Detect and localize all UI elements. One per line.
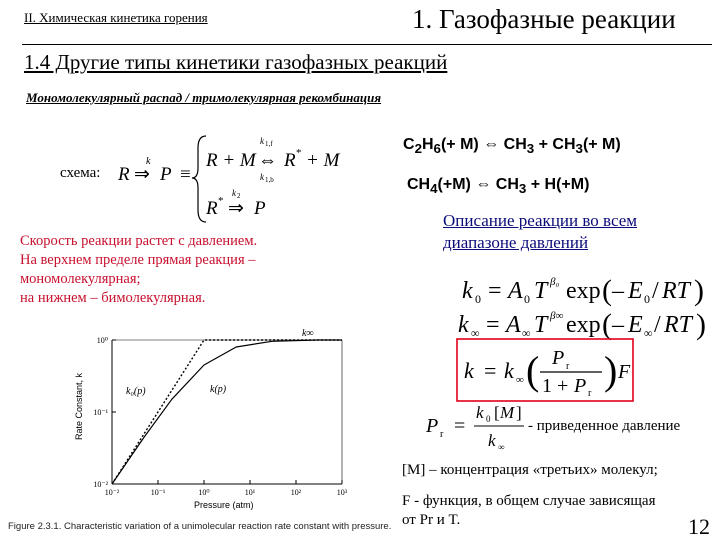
reaction-ethane: $C_2H_6(+ M)$ ⇔ $CH_3 + CH_3(+ M)$ [403,136,621,157]
svg-text:RT: RT [662,278,691,304]
svg-text:+ M: + M [306,150,340,171]
svg-text:k: k [488,431,496,450]
x-tick-label: 10¹ [244,488,256,497]
svg-text:/: / [654,312,661,338]
series-k0-line [112,340,342,484]
svg-text:*: * [296,147,302,159]
x-tick-label: 10⁻¹ [150,488,166,497]
formula-kinf [458,306,706,341]
svg-text:r: r [440,429,444,440]
svg-text:=: = [484,358,497,383]
note-line: на нижнем – бимолекулярная. [20,290,206,306]
reaction-scheme [110,128,360,228]
svg-text:k: k [462,278,473,304]
svg-text:0: 0 [524,292,530,306]
m-definition: [M] – концентрация «третьих» молекул; [402,462,658,478]
svg-text:k: k [476,403,484,422]
svg-text:P: P [552,347,565,369]
page-number: 12 [688,514,710,539]
formula-k0 [462,272,702,306]
x-tick-label: 10² [290,488,302,497]
scheme-label: схема: [60,165,101,181]
svg-text:/: / [652,278,659,304]
svg-text:≡: ≡ [180,164,191,185]
svg-text:⇔: ⇔ [258,150,277,171]
note-line: мономолекулярная; [20,271,141,287]
y-tick-label: 10⁻¹ [93,408,108,417]
series-kp-curve [112,340,342,484]
slide-subtitle: 1.4 Другие типы кинетики газофазных реакций [24,50,448,74]
description-heading: Описание реакции во всем диапазоне давлений [443,211,638,252]
slide-title: 1. Газофазные реакции [412,4,676,34]
svg-text:*: * [218,195,224,207]
x-tick-label: 10⁰ [198,488,210,497]
svg-text:E: E [628,278,643,304]
formula-k-falloff [456,338,636,404]
subheading: Мономолекулярный распад / тримолекулярная рекомбинация [26,90,382,105]
svg-text:P: P [254,198,266,219]
x-tick-label: 10³ [336,488,348,497]
svg-text:=: = [454,415,466,437]
svg-text:k: k [260,172,264,182]
svg-text:2: 2 [237,192,241,200]
x-tick-label: 10⁻² [104,488,120,497]
f-definition-line: F - функция, в общем случае зависящая [402,493,656,509]
svg-text:1,b: 1,b [265,176,274,184]
f-definition [402,492,717,530]
svg-text:E: E [628,312,643,338]
svg-text:k: k [464,358,474,383]
svg-text:∞: ∞ [471,326,480,340]
svg-text:F: F [618,361,631,383]
svg-text:⇒: ⇒ [134,164,150,185]
svg-text:): ) [604,348,618,393]
svg-text:∞: ∞ [498,442,505,452]
svg-text:∞: ∞ [516,374,524,386]
k-inf-label: k∞ [302,328,314,339]
pr-definition: - приведенное давление [528,418,681,434]
formula-pr [424,400,528,452]
svg-text:R + M: R + M [206,150,256,171]
svg-text:exp: exp [566,278,601,304]
svg-text:k: k [146,156,151,167]
svg-text:k: k [232,188,236,198]
svg-text:]: ] [516,403,522,422]
x-axis-label: Pressure (atm) [194,500,254,510]
svg-text:k: k [260,136,264,146]
svg-text:RT: RT [664,312,693,338]
svg-text:(: ( [526,348,540,393]
svg-text:1,f: 1,f [265,140,273,148]
svg-text:=: = [488,278,502,304]
k0-label: k₀(p) [126,386,146,397]
svg-text:P: P [160,164,172,185]
svg-text:exp: exp [566,312,601,338]
section-label: II. Химическая кинетика горения [24,10,208,25]
svg-text:M: M [500,403,515,422]
svg-text:[: [ [494,403,500,422]
y-tick-label: 10⁻² [93,480,108,489]
svg-text:0: 0 [486,414,491,424]
note-line: Скорость реакции растет с давлением. [20,233,258,249]
reaction-methane: $CH_4(+M)$ ⇔ $CH_3 + H(+M)$ [407,176,590,197]
svg-text:r: r [588,388,592,399]
f-definition-line: от Pr и T. [402,512,461,528]
svg-text:R: R [284,150,296,171]
svg-text:): ) [694,274,704,307]
svg-text:(: ( [602,274,612,307]
svg-text:∞: ∞ [644,326,653,340]
svg-text:0: 0 [475,292,481,306]
svg-text:(: ( [602,308,612,341]
svg-text:∞: ∞ [522,326,531,340]
svg-text:P: P [574,375,587,397]
svg-text:R: R [118,164,130,185]
pressure-dependence-note [20,232,380,308]
svg-text:⇒: ⇒ [228,198,244,219]
svg-text:T: T [534,278,548,304]
header-rule [22,44,712,45]
svg-text:–: – [612,312,624,338]
note-line: На верхнем пределе прямая реакция – [20,252,256,268]
svg-text:β₀: β₀ [550,276,560,288]
svg-text:P: P [426,415,439,437]
svg-text:1 +: 1 + [542,375,569,397]
svg-text:β∞: β∞ [550,310,564,322]
svg-text:A: A [506,312,521,338]
svg-text:r: r [566,361,570,372]
svg-text:): ) [696,308,706,341]
svg-text:T: T [534,312,548,338]
svg-text:R: R [206,198,218,219]
figure-caption: Figure 2.3.1. Characteristic variation of a unimolecular reaction rate constant with pressure. [8,521,392,532]
y-tick-label: 10⁰ [96,336,108,345]
svg-text:k: k [504,358,514,383]
svg-text:k: k [458,312,469,338]
svg-text:0: 0 [644,292,650,306]
svg-text:=: = [486,312,500,338]
falloff-chart [64,322,364,522]
svg-text:A: A [508,278,523,304]
kp-label: k(p) [210,384,227,395]
y-axis-label: Rate Constant, k [74,372,84,440]
svg-text:–: – [612,278,624,304]
